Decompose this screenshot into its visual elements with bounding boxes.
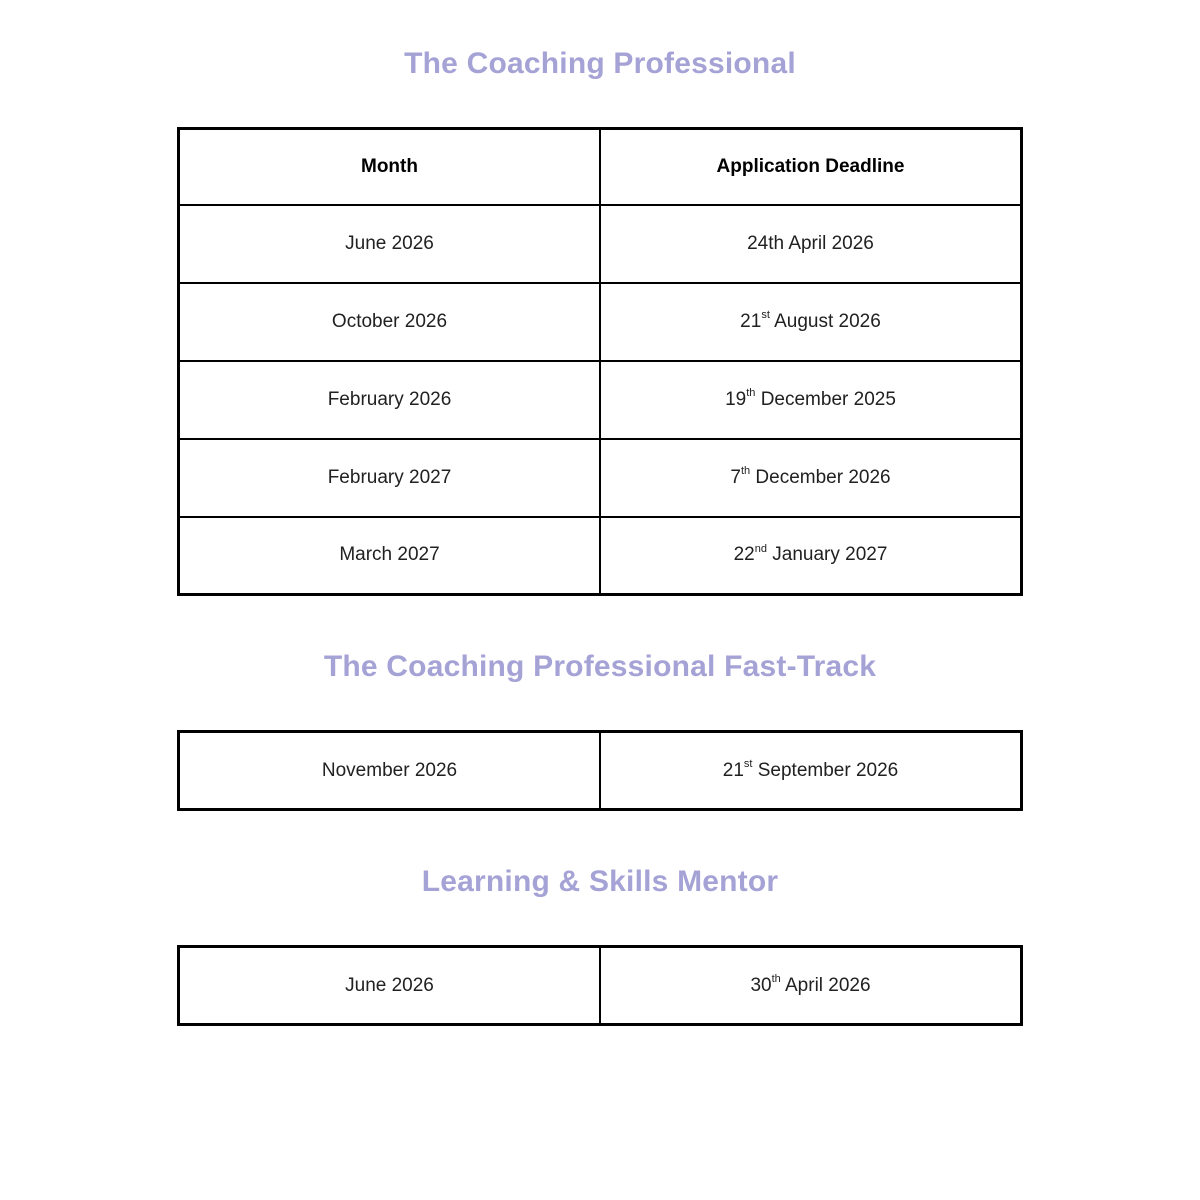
deadline-ordinal-superscript: th	[771, 973, 781, 986]
section-coaching-professional	[0, 45, 1200, 596]
deadline-cell	[600, 517, 1022, 595]
table-row	[179, 283, 1022, 361]
table-row	[179, 205, 1022, 283]
table-row	[179, 947, 1022, 1025]
deadline-month-year: December 2026	[750, 466, 891, 488]
table-row	[179, 517, 1022, 595]
deadline-month-year: January 2027	[766, 544, 888, 566]
fast-track-schedule-table	[177, 730, 1023, 811]
month-cell: February 2027	[179, 439, 601, 517]
section-learning-skills-mentor	[0, 863, 1200, 1026]
deadline-day: 21	[722, 759, 744, 781]
month-column-header: Month	[179, 129, 601, 205]
deadline-ordinal-superscript: th	[746, 387, 756, 400]
deadline-day: 7	[730, 466, 741, 488]
section-title-coaching-professional: The Coaching Professional	[404, 47, 796, 80]
deadline-cell	[600, 947, 1022, 1025]
deadline-cell	[600, 732, 1022, 810]
deadline-cell	[600, 439, 1022, 517]
deadline-cell	[600, 361, 1022, 439]
deadline-month-year: August 2026	[769, 310, 881, 332]
deadline-day: 30	[750, 974, 772, 996]
deadline-ordinal-superscript: st	[743, 758, 753, 771]
deadline-ordinal-superscript: nd	[754, 542, 767, 555]
learning-skills-mentor-schedule-table	[177, 945, 1023, 1026]
coaching-professional-schedule-table	[177, 127, 1023, 596]
deadline-day: 24th April 2026	[747, 232, 874, 254]
section-coaching-professional-fast-track	[0, 648, 1200, 811]
table-header-row	[179, 129, 1022, 205]
table-row	[179, 732, 1022, 810]
section-title-fast-track: The Coaching Professional Fast-Track	[323, 650, 877, 683]
deadline-month-year: September 2026	[752, 759, 899, 781]
deadline-ordinal-superscript: th	[740, 465, 751, 478]
deadline-cell	[600, 283, 1022, 361]
deadline-month-year: April 2026	[780, 974, 871, 996]
month-cell: June 2026	[179, 947, 601, 1025]
section-title-learning-skills-mentor: Learning & Skills Mentor	[421, 865, 779, 898]
deadline-ordinal-superscript: st	[761, 309, 770, 322]
month-cell: February 2026	[179, 361, 601, 439]
deadline-day: 22	[733, 544, 755, 566]
deadline-day: 19	[725, 388, 747, 410]
month-cell: October 2026	[179, 283, 601, 361]
month-cell: June 2026	[179, 205, 601, 283]
table-row	[179, 439, 1022, 517]
deadline-cell	[600, 205, 1022, 283]
month-cell: March 2027	[179, 517, 601, 595]
month-cell: November 2026	[179, 732, 601, 810]
deadline-day: 21	[740, 310, 762, 332]
table-row	[179, 361, 1022, 439]
deadline-month-year: December 2025	[755, 388, 896, 410]
deadline-column-header: Application Deadline	[600, 129, 1022, 205]
